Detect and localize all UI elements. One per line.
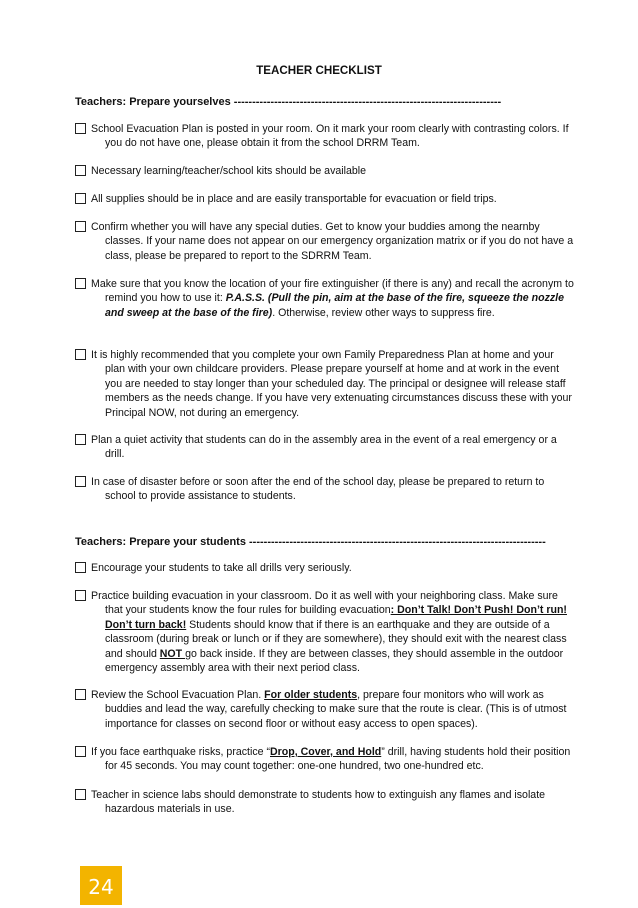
checklist-item-text: Plan a quiet activity that students can do in the assembly area in the event of a real emergency or a drill. bbox=[91, 434, 557, 461]
checklist-item-text: Practice building evacuation in your classroom. Do it as well with your neighboring class. Make sure that your students know the four rules for building evacuation: Don’t Talk! Don’t Push! Don’t run! Don’t turn back! Students should know that if there is an earthquake and they are outside of a classroom (during break or lunch or if they are somewhere), they should exit with the nearest class and should NOT go back inside. If they are between classes, they should assemble in the outdoor emergency assembly area with their next period class. bbox=[91, 590, 567, 675]
checklist-item bbox=[75, 433, 575, 462]
checklist-item bbox=[75, 788, 575, 817]
checkbox[interactable] bbox=[75, 689, 86, 700]
checkbox[interactable] bbox=[75, 349, 86, 360]
checklist-item bbox=[75, 164, 575, 178]
checkbox[interactable] bbox=[75, 476, 86, 487]
four-rules: : Don’t Talk! Don’t Push! Don’t run! Don’t turn back! bbox=[105, 604, 567, 631]
checklist-item-text: School Evacuation Plan is posted in your room. On it mark your room clearly with contrasting colors. If you do not have one, please obtain it from the school DRRM Team. bbox=[91, 123, 569, 150]
checklist-item-drop-cover-hold bbox=[75, 745, 575, 774]
checkbox[interactable] bbox=[75, 221, 86, 232]
checkbox[interactable] bbox=[75, 165, 86, 176]
checklist-item-text: Confirm whether you will have any special duties. Get to know your buddies among the nearnby classes. If your name does not appear on our emergency organization matrix or if you do not have a class, please be prepared to report to the SDRRM Team. bbox=[91, 221, 574, 262]
checkbox[interactable] bbox=[75, 562, 86, 573]
not-emphasis: NOT bbox=[159, 647, 186, 660]
checkbox[interactable] bbox=[75, 590, 86, 601]
checkbox[interactable] bbox=[75, 746, 86, 757]
checklist-item-text: Necessary learning/teacher/school kits should be available bbox=[91, 165, 367, 177]
checkbox[interactable] bbox=[75, 434, 86, 445]
section-heading-prepare-yourselves: Teachers: Prepare yourselves ------------------------------------------------------------------------- bbox=[75, 96, 502, 108]
checklist-item-text: Encourage your students to take all drills very seriously. bbox=[91, 562, 352, 574]
checklist-item-text: All supplies should be in place and are easily transportable for evacuation or field trips. bbox=[91, 193, 497, 205]
page-number: 24 bbox=[80, 866, 122, 905]
checklist-item-evacuation-plan bbox=[75, 688, 575, 731]
checklist-item bbox=[75, 475, 575, 504]
page-title: TEACHER CHECKLIST bbox=[256, 64, 382, 77]
checkbox[interactable] bbox=[75, 193, 86, 204]
checklist-item-fire-extinguisher bbox=[75, 277, 575, 320]
checklist-item-text: If you face earthquake risks, practice “Drop, Cover, and Hold” drill, having students hold their position for 45 seconds. You may count together: one-one hundred, two one-hundred etc. bbox=[91, 746, 571, 773]
checklist-item bbox=[75, 122, 575, 151]
older-students-emphasis: For older students bbox=[264, 689, 358, 701]
checklist-item bbox=[75, 561, 575, 575]
checklist-item bbox=[75, 348, 575, 420]
drop-cover-hold-emphasis: Drop, Cover, and Hold bbox=[270, 746, 382, 758]
checkbox[interactable] bbox=[75, 789, 86, 800]
checklist-item-evacuation-practice bbox=[75, 589, 575, 675]
checklist-item-text: Make sure that you know the location of your fire extinguisher (if there is any) and recall the acronym to remind you how to use it: P.A.S.S. (Pull the pin, aim at the base of the fire, squeeze the nozzle and sweep at the base of the fire). Otherwise, review other ways to suppress fire. bbox=[91, 278, 574, 319]
section-heading-prepare-students: Teachers: Prepare your students --------------------------------------------------------------------------------- bbox=[75, 536, 546, 548]
checkbox[interactable] bbox=[75, 123, 86, 134]
pass-acronym: P.A.S.S. (Pull the pin, aim at the base of the fire, squeeze the nozzle and sweep at the base of the fire) bbox=[105, 292, 565, 319]
checklist-item-text: In case of disaster before or soon after the end of the school day, please be prepared to return to school to provide assistance to students. bbox=[91, 476, 545, 503]
checklist-item-text: It is highly recommended that you complete your own Family Preparedness Plan at home and your plan with your own childcare providers. Please prepare yourself at home and at work in the event you are needed to stay longer than your scheduled day. The principal or designee will release staff members as the needs change. If you have very extenuating circumstances discuss these with your Principal NOW, not during an emergency. bbox=[91, 349, 572, 419]
checkbox[interactable] bbox=[75, 278, 86, 289]
checklist-item-text: Teacher in science labs should demonstrate to students how to extinguish any flames and isolate hazardous materials in use. bbox=[91, 789, 546, 816]
checklist-item bbox=[75, 192, 575, 206]
checklist-item-text: Review the School Evacuation Plan. For older students, prepare four monitors who will work as buddies and lead the way, carefully checking to make sure that the route is clear. (This is of utmost importance for classes on second floor or without easy access to open spaces). bbox=[91, 689, 567, 730]
checklist-item bbox=[75, 220, 575, 263]
